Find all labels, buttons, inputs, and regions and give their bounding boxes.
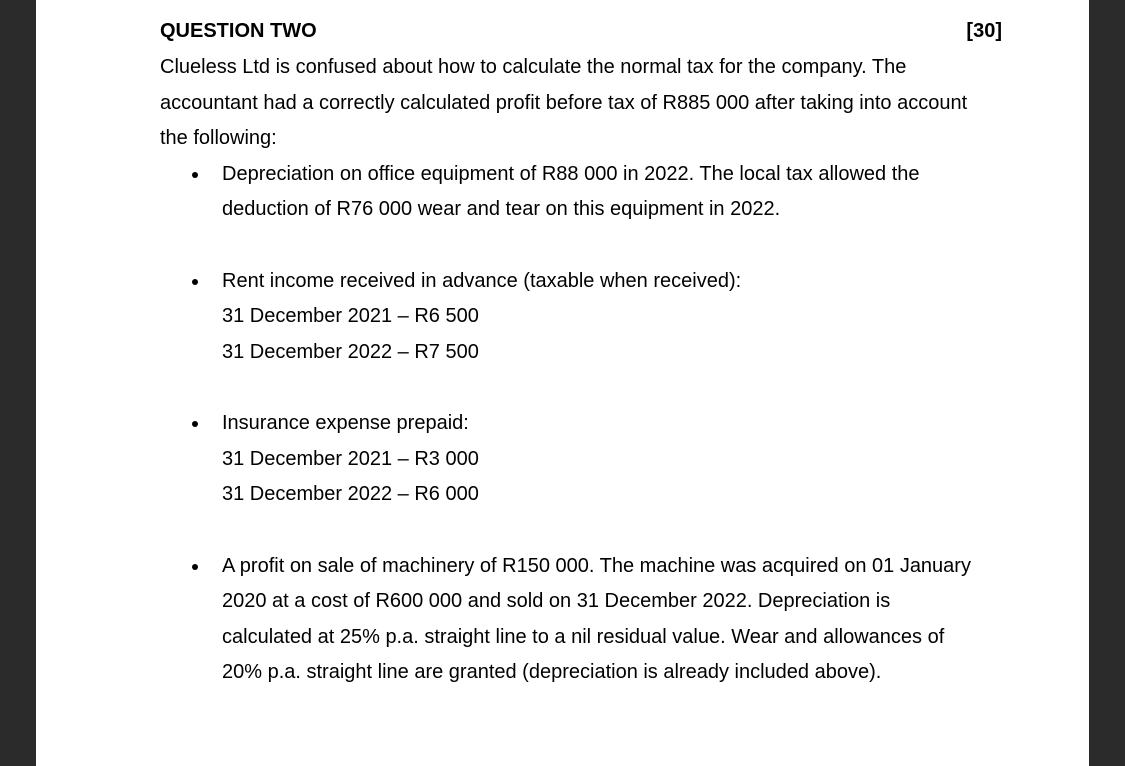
list-item-rent-income bbox=[160, 264, 1040, 371]
item-line: calculated at 25% p.a. straight line to a nil residual value. Wear and allowances of bbox=[222, 625, 945, 648]
intro-line: Clueless Ltd is confused about how to calculate the normal tax for the company. The bbox=[160, 56, 907, 78]
adjustments-list bbox=[160, 157, 1040, 691]
list-item-depreciation bbox=[160, 157, 1040, 228]
intro-paragraph bbox=[160, 50, 1010, 157]
bullet-icon bbox=[192, 279, 198, 285]
bullet-icon bbox=[192, 564, 198, 570]
item-line: deduction of R76 000 wear and tear on this equipment in 2022. bbox=[222, 198, 781, 220]
item-line: Insurance expense prepaid: bbox=[222, 412, 469, 434]
item-line: 2020 at a cost of R600 000 and sold on 31 December 2022. Depreciation is bbox=[222, 590, 891, 612]
bullet-icon bbox=[192, 172, 198, 178]
item-line: Depreciation on office equipment of R88 000 in 2022. The local tax allowed the bbox=[222, 162, 920, 185]
question-marks: [30] bbox=[966, 20, 1002, 42]
item-line: 31 December 2021 – R6 500 bbox=[222, 305, 479, 327]
question-heading bbox=[160, 20, 1040, 42]
item-line: Rent income received in advance (taxable when received): bbox=[222, 269, 742, 292]
question-title: QUESTION TWO bbox=[160, 20, 317, 42]
intro-line: accountant had a correctly calculated profit before tax of R885 000 after taking into account bbox=[160, 91, 968, 114]
item-line: A profit on sale of machinery of R150 000. The machine was acquired on 01 January bbox=[222, 554, 971, 577]
item-line: 31 December 2022 – R7 500 bbox=[222, 340, 479, 363]
bullet-icon bbox=[192, 421, 198, 427]
intro-line: the following: bbox=[160, 127, 277, 149]
item-line: 31 December 2021 – R3 000 bbox=[222, 447, 479, 470]
document-page bbox=[36, 0, 1089, 766]
list-item-machinery-sale bbox=[160, 549, 1040, 691]
item-line: 20% p.a. straight line are granted (depreciation is already included above). bbox=[222, 661, 882, 683]
item-line: 31 December 2022 – R6 000 bbox=[222, 483, 479, 505]
question-content bbox=[160, 0, 1040, 727]
list-item-insurance bbox=[160, 406, 1040, 513]
